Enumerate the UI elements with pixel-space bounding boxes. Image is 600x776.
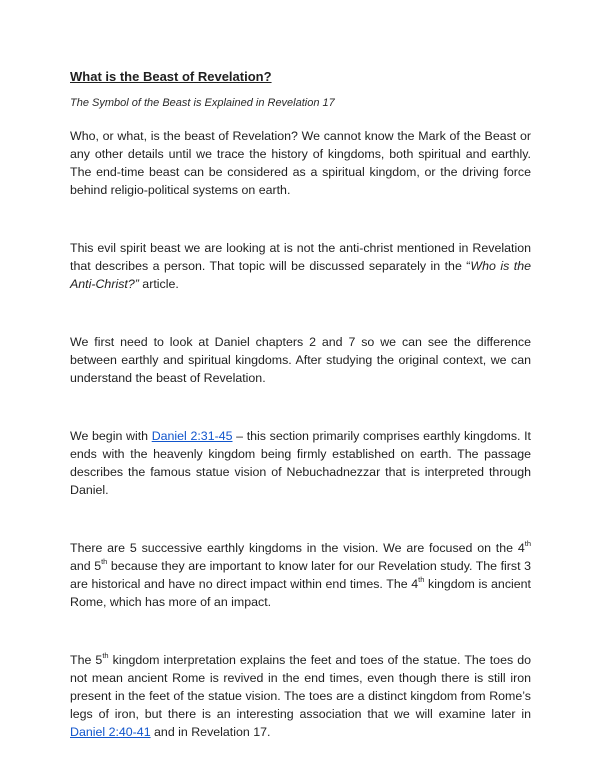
document-subtitle: The Symbol of the Beast is Explained in Revelation 17 — [70, 97, 335, 109]
document-title: What is the Beast of Revelation? — [70, 69, 272, 84]
paragraph-daniel-chapters: We first need to look at Daniel chapters 2 and 7 so we can see the difference between earthly and spiritual kingdoms. After studying the original context, we can understand the beast of Revelation. — [70, 335, 531, 385]
article-title-anti-christ: Who is the Anti-Christ?” — [70, 259, 531, 291]
paragraph-daniel-2: We begin with Daniel 2:31-45 – this section primarily comprises earthly kingdoms. It ends with the heavenly kingdom being firmly established on earth. The passage describes the famous statue vision of Nebuchadnezzar that is interpreted through Daniel. — [70, 429, 531, 497]
paragraph-anti-christ: This evil spirit beast we are looking at is not the anti-christ mentioned in Revelation that describes a person. That topic will be discussed separately in the “Who is the Anti-Christ?” article. — [70, 241, 531, 291]
link-daniel-2-40-41[interactable]: Daniel 2:40-41 — [70, 725, 151, 739]
paragraph-fifth-kingdom: The 5th kingdom interpretation explains the feet and toes of the statue. The toes do not mean ancient Rome is revived in the end times, even though there is still iron present in the feet of the statue vision. The toes are a distinct kingdom from Rome’s legs of iron, but there is an interesting association that we will examine later in Daniel 2:40-41 and in Revelation 17. — [70, 650, 531, 739]
document-page — [70, 68, 531, 741]
paragraph-five-kingdoms: There are 5 successive earthly kingdoms in the vision. We are focused on the 4th and 5th because they are important to know later for our Revelation study. The first 3 are historical and have no direct impact within end times. The 4th kingdom is ancient Rome, which has more of an impact. — [70, 538, 531, 609]
paragraph-intro: Who, or what, is the beast of Revelation? We cannot know the Mark of the Beast or any other details until we trace the history of kingdoms, both spiritual and earthly. The end-time beast can be considered as a spiritual kingdom, or the driving force behind religio-political systems on earth. — [70, 129, 531, 197]
link-daniel-2-31-45[interactable]: Daniel 2:31-45 — [151, 429, 233, 443]
